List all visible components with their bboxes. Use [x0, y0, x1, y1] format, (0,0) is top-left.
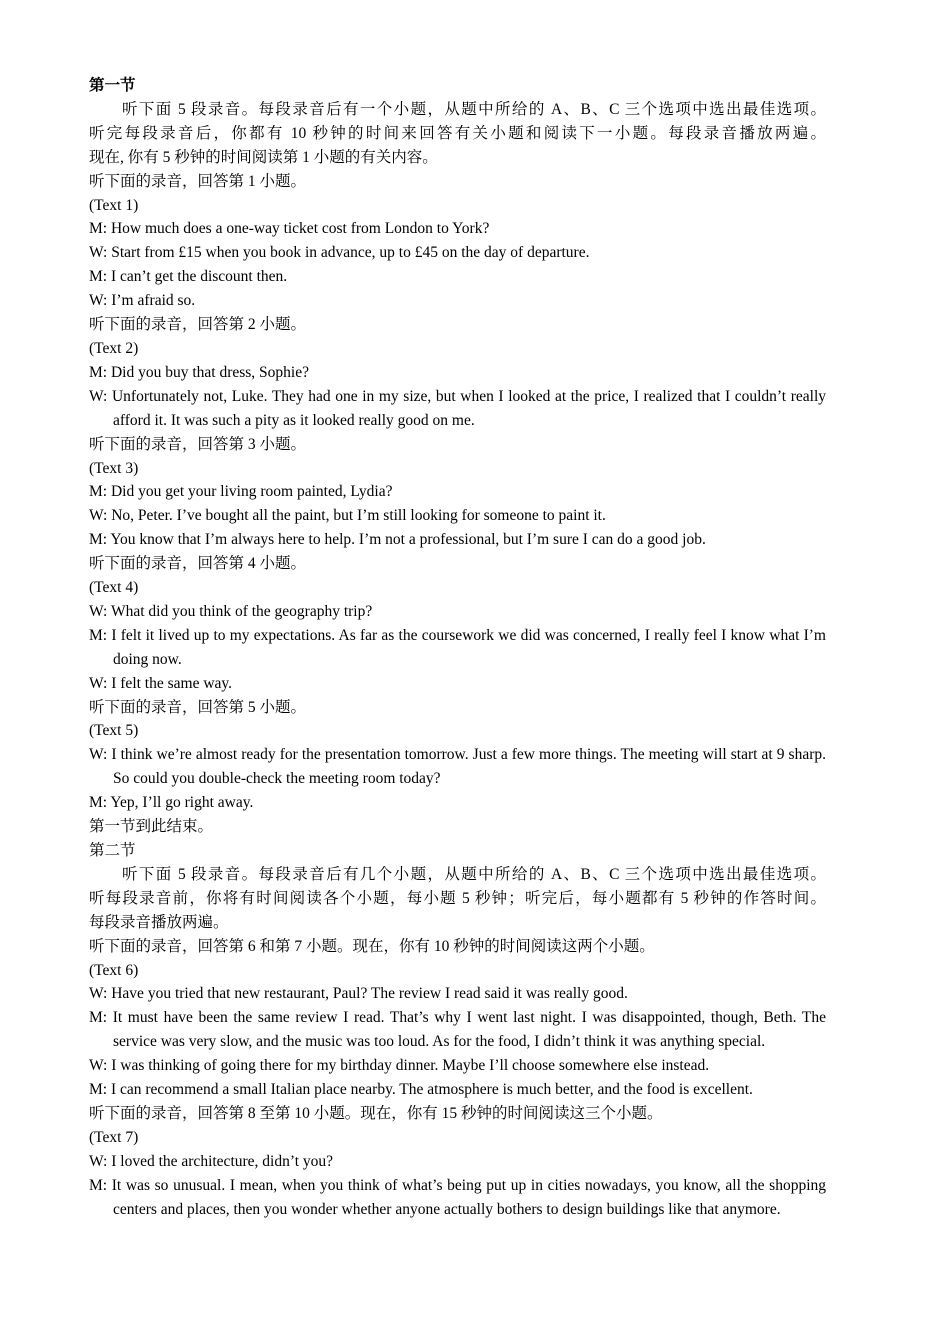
text-label-7: (Text 7)	[89, 1128, 139, 1146]
dialogue-line: W: I’m afraid so.	[89, 292, 196, 310]
dialogue-line: M: I felt it lived up to my expectations. As far as the coursework we did was concerned, I really feel I know what I’m doing now.	[89, 626, 826, 668]
section2-instruction-line3: 每段录音播放两遍。	[89, 913, 229, 931]
section1-end: 第一节到此结束。	[89, 818, 214, 836]
dialogue-line: M: It must have been the same review I read. That’s why I went last night. I was disappointed, though, Beth. The service was very slow, and the music was too loud. As for the food, I didn’t think it was anything special.	[89, 1009, 826, 1051]
text-label-5: (Text 5)	[89, 722, 139, 740]
dialogue-line: M: How much does a one-way ticket cost from London to York?	[89, 220, 490, 238]
dialogue-line: W: No, Peter. I’ve bought all the paint, but I’m still looking for someone to paint it.	[89, 507, 606, 525]
listen-prompt-4: 听下面的录音，回答第 4 小题。	[89, 555, 307, 573]
dialogue-line: M: I can’t get the discount then.	[89, 268, 288, 286]
section1-instruction-line3: 现在, 你有 5 秒钟的时间阅读第 1 小题的有关内容。	[89, 148, 438, 166]
dialogue-line: M: It was so unusual. I mean, when you think of what’s being put up in cities nowadays, you know, all the shopping centers and places, then you wonder whether anyone actually bothers to design buildings like that anymore.	[89, 1176, 826, 1218]
text-label-6: (Text 6)	[89, 961, 139, 979]
text-label-2: (Text 2)	[89, 339, 139, 357]
section1-heading: 第一节	[89, 77, 136, 94]
dialogue-line: M: I can recommend a small Italian place nearby. The atmosphere is much better, and the food is excellent.	[89, 1081, 753, 1099]
dialogue-line: W: Start from £15 when you book in advance, up to £45 on the day of departure.	[89, 244, 590, 262]
dialogue-line: W: I was thinking of going there for my birthday dinner. Maybe I’ll choose somewhere else instead.	[89, 1057, 710, 1075]
section1-instruction-line2: 听完每段录音后，你都有 10 秒钟的时间来回答有关小题和阅读下一小题。每段录音播放两遍。	[89, 124, 826, 142]
section2-instruction-line1: 听下面 5 段录音。每段录音后有几个小题，从题中所给的 A、B、C 三个选项中选出最佳选项。	[122, 865, 826, 883]
dialogue-line: W: I felt the same way.	[89, 674, 233, 692]
listen-prompt-1: 听下面的录音，回答第 1 小题。	[89, 172, 307, 190]
dialogue-line: W: What did you think of the geography trip?	[89, 602, 373, 620]
dialogue-line: W: I loved the architecture, didn’t you?	[89, 1152, 334, 1170]
text-label-4: (Text 4)	[89, 579, 139, 597]
dialogue-line: M: Did you get your living room painted, Lydia?	[89, 483, 393, 501]
section1-instruction-line1: 听下面 5 段录音。每段录音后有一个小题，从题中所给的 A、B、C 三个选项中选出最佳选项。	[122, 100, 826, 118]
text-label-3: (Text 3)	[89, 459, 139, 477]
listen-prompt-2: 听下面的录音，回答第 2 小题。	[89, 316, 307, 334]
dialogue-line: M: Yep, I’ll go right away.	[89, 794, 254, 812]
dialogue-line: W: I think we’re almost ready for the presentation tomorrow. Just a few more things. The meeting will start at 9 sharp. So could you double-check the meeting room today?	[89, 746, 826, 788]
dialogue-line: W: Have you tried that new restaurant, Paul? The review I read said it was really good.	[89, 985, 628, 1003]
listen-prompt-3: 听下面的录音，回答第 3 小题。	[89, 435, 307, 453]
listen-prompt-5: 听下面的录音，回答第 5 小题。	[89, 698, 307, 716]
section2-instruction-line2: 听每段录音前，你将有时间阅读各个小题，每小题 5 秒钟；听完后，每小题都有 5 秒钟的作答时间。	[89, 889, 826, 907]
dialogue-line: M: You know that I’m always here to help. I’m not a professional, but I’m sure I can do a good job.	[89, 531, 706, 549]
listen-prompt-6: 听下面的录音，回答第 6 和第 7 小题。现在，你有 10 秒钟的时间阅读这两个小题。	[89, 937, 655, 955]
section2-heading: 第二节	[89, 842, 136, 859]
text-label-1: (Text 1)	[89, 196, 139, 214]
listen-prompt-7: 听下面的录音，回答第 8 至第 10 小题。现在，你有 15 秒钟的时间阅读这三个小题。	[89, 1104, 663, 1122]
dialogue-line: W: Unfortunately not, Luke. They had one in my size, but when I looked at the price, I realized that I couldn’t really afford it. It was such a pity as it looked really good on me.	[89, 387, 826, 429]
dialogue-line: M: Did you buy that dress, Sophie?	[89, 363, 309, 381]
